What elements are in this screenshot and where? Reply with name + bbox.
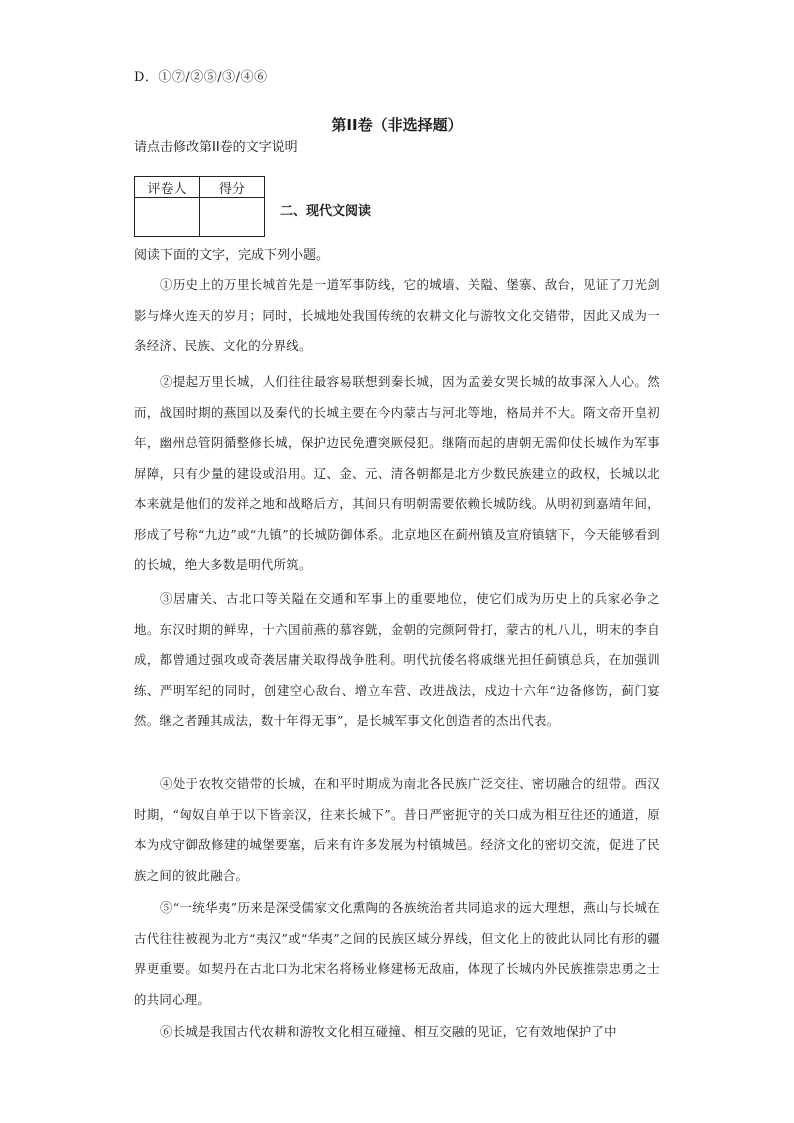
score-cell[interactable]	[200, 198, 265, 237]
section-title: 第II卷（非选择题）	[331, 116, 463, 134]
score-header: 得分	[200, 177, 265, 198]
grader-cell[interactable]	[135, 198, 200, 237]
score-table-header-row	[135, 177, 265, 198]
grader-header: 评卷人	[135, 177, 200, 198]
answer-option-d: D．①⑦/②⑤/③/④⑥	[134, 70, 268, 85]
paragraph-1: ①历史上的万里长城首先是一道军事防线，它的城墙、关隘、堡寨、敌台，见证了刀光剑影与烽火连天的岁月；同时，长城地处我国传统的农耕文化与游牧文化交错带，因此又成为一条经济、民族、文化的分界线。	[134, 277, 660, 353]
score-table-value-row	[135, 198, 265, 237]
reading-instruction: 阅读下面的文字，完成下列小题。	[134, 248, 330, 263]
paragraph-6: ⑥长城是我国古代农耕和游牧文化相互碰撞、相互交融的见证，它有效地保护了中	[160, 1024, 617, 1039]
section-note[interactable]: 请点击修改第II卷的文字说明	[134, 140, 298, 155]
paragraph-2: ②提起万里长城，人们往往最容易联想到秦长城，因为孟姜女哭长城的故事深入人心。然而，战国时期的燕国以及秦代的长城主要在今内蒙古与河北等地，格局并不大。隋文帝开皇初年，幽州总管阴循整修长城，保护边民免遭突厥侵犯。继隋而起的唐朝无需仰仗长城作为军事屏障，只有少量的建设或沿用。辽、金、元、清各朝都是北方少数民族建立的政权，长城以北本来就是他们的发祥之地和战略后方，其间只有明朝需要依赖长城防线。从明初到嘉靖年间，形成了号称“九边”或“九镇”的长城防御体系。北京地区在蓟州镇及宣府镇辖下，今天能够看到的长城，绝大多数是明代所筑。	[134, 374, 660, 572]
score-table	[134, 176, 265, 237]
paragraph-4: ④处于农牧交错带的长城，在和平时期成为南北各民族广泛交往、密切融合的纽带。西汉时期，“匈奴自单于以下皆亲汉，往来长城下”。昔日严密扼守的关口成为相互往还的通道，原本为戍守御敌修建的城堡要塞，后来有许多发展为村镇城邑。经济文化的密切交流，促进了民族之间的彼此融合。	[134, 776, 660, 883]
paragraph-5: ⑤“一统华夷”历来是深受儒家文化熏陶的各族统治者共同追求的远大理想，燕山与长城在古代往往被视为北方“夷汉”或“华夷”之间的民族区域分界线，但文化上的彼此认同比有形的疆界更重要。如契丹在古北口为北宋名将杨业修建杨无敌庙，体现了长城内外民族推崇忠勇之士的共同心理。	[134, 900, 660, 1007]
part-title: 二、现代文阅读	[280, 204, 372, 219]
paragraph-3: ③居庸关、古北口等关隘在交通和军事上的重要地位，使它们成为历史上的兵家必争之地。东汉时期的鲜卑，十六国前燕的慕容皝，金朝的完颜阿骨打，蒙古的札八儿，明末的李自成，都曾通过强攻或奇袭居庸关取得战争胜利。明代抗倭名将戚继光担任蓟镇总兵，在加强训练、严明军纪的同时，创建空心敌台、增立车营、改进战法，戍边十六年“边备修饬，蓟门宴然。继之者踵其成法，数十年得无事”，是长城军事文化创造者的杰出代表。	[134, 591, 660, 728]
